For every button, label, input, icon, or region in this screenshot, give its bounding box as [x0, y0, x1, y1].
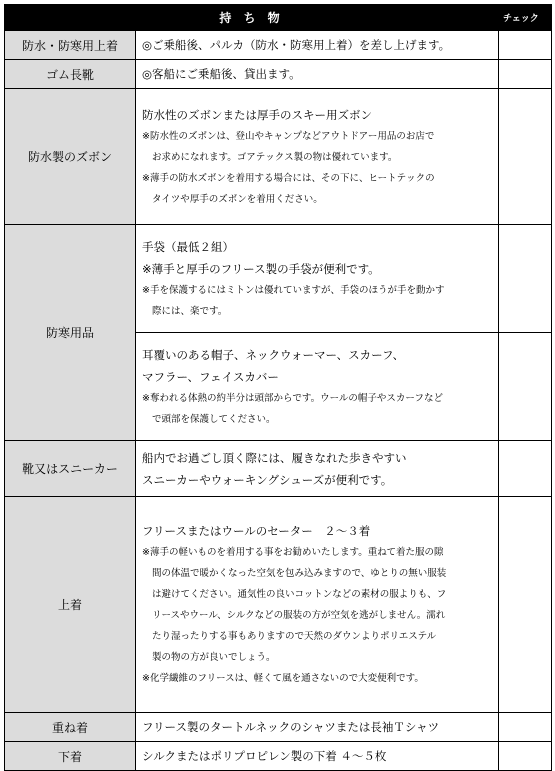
detail-cell: [136, 441, 499, 497]
header-title: 持 ち 物: [5, 5, 499, 31]
detail-line: ◎ご乗船後、パルカ（防水・防寒用上着）を差し上げます。: [142, 38, 451, 52]
detail-note: タイツや厚手のズボンを着用ください。: [152, 193, 323, 205]
check-cell[interactable]: [499, 31, 552, 60]
detail-cell: [136, 60, 499, 89]
detail-cell: [136, 333, 499, 441]
check-cell[interactable]: [499, 497, 552, 713]
category-cell: 靴又はスニーカー: [5, 441, 136, 497]
table-row: [5, 31, 552, 60]
header-check: チェック: [499, 5, 552, 31]
detail-cell: [136, 89, 499, 225]
detail-note: ※手を保護するにはミトンは優れていますが、手袋のほうが手を動かす: [142, 284, 445, 296]
category-cell: 上着: [5, 497, 136, 713]
detail-note: リースやウール、シルクなどの服装の方が空気を逃がしません。濡れ: [152, 610, 446, 621]
category-cell: ゴム長靴: [5, 60, 136, 89]
detail-note: たり湿ったりする事もありますので天然のダウンよりポリエステル: [152, 631, 437, 642]
category-cell: 防水・防寒用上着: [5, 31, 136, 60]
detail-note: 製の物の方が良いでしょう。: [152, 652, 276, 663]
detail-line: 手袋（最低２組）: [142, 239, 234, 254]
check-cell[interactable]: [499, 225, 552, 333]
detail-cell: [136, 31, 499, 60]
table-row: [5, 225, 552, 333]
table-row: [5, 742, 552, 771]
detail-line: ※薄手と厚手のフリース製の手袋が便利です。: [142, 261, 380, 276]
detail-line: フリース製のタートルネックのシャツまたは長袖Ｔシャツ: [142, 720, 440, 734]
detail-note: ※防水性のズボンは、登山やキャンプなどアウトドアー用品のお店で: [142, 130, 435, 142]
category-cell: 重ね着: [5, 713, 136, 742]
category-cell: 防水製のズボン: [5, 89, 136, 225]
category-cell: 防寒用品: [5, 225, 136, 441]
detail-line: スニーカーやウォーキングシューズが便利です。: [142, 472, 393, 487]
check-cell[interactable]: [499, 713, 552, 742]
detail-line: フリースまたはウールのセーター ２～３着: [142, 524, 371, 538]
category-cell: 下着: [5, 742, 136, 771]
check-cell[interactable]: [499, 60, 552, 89]
detail-note: 間の体温で暖かくなった空気を包み込みますので、ゆとりの無い服装: [152, 568, 447, 579]
detail-line: 船内でお過ごし頂く際には、履きなれた歩きやすい: [142, 450, 407, 465]
detail-note: お求めになれます。ゴアテックス製の物は優れています。: [152, 151, 398, 163]
detail-cell: [136, 225, 499, 333]
detail-line: 防水性のズボンまたは厚手のスキー用ズボン: [142, 107, 372, 122]
detail-note: ※化学繊維のフリースは、軽くて風を通さないので大変便利です。: [142, 673, 424, 684]
detail-line: ◎客船にご乗船後、貸出ます。: [142, 67, 301, 81]
detail-note: で頭部を保護してください。: [152, 413, 276, 425]
detail-note: 際には、楽です。: [152, 305, 228, 317]
check-cell[interactable]: [499, 441, 552, 497]
detail-line: マフラー、フェイスカバー: [142, 369, 279, 384]
detail-cell: [136, 497, 499, 713]
detail-note: ※奪われる体熱の約半分は頭部からです。ウールの帽子やスカーフなど: [142, 392, 443, 404]
detail-line: 耳覆いのある帽子、ネックウォーマー、スカーフ、: [142, 347, 405, 362]
table-row: [5, 713, 552, 742]
check-cell[interactable]: [499, 89, 552, 225]
detail-note: ※薄手の防水ズボンを着用する場合には、その下に、ヒートテックの: [142, 172, 435, 184]
table-row: [5, 441, 552, 497]
table-row: [5, 497, 552, 713]
packing-list-table: [4, 4, 552, 771]
check-cell[interactable]: [499, 333, 552, 441]
detail-note: ※薄手の軽いものを着用する事をお勧めいたします。重ねて着た服の隙: [142, 547, 444, 558]
table-row: [5, 89, 552, 225]
detail-cell: [136, 713, 499, 742]
table-row: [5, 60, 552, 89]
header-row: [5, 5, 552, 31]
check-cell[interactable]: [499, 742, 552, 771]
detail-note: は避けてください。通気性の良いコットンなどの素材の服よりも、フ: [152, 589, 447, 600]
detail-cell: [136, 742, 499, 771]
detail-line: シルクまたはポリプロピレン製の下着 ４～５枚: [142, 749, 387, 763]
